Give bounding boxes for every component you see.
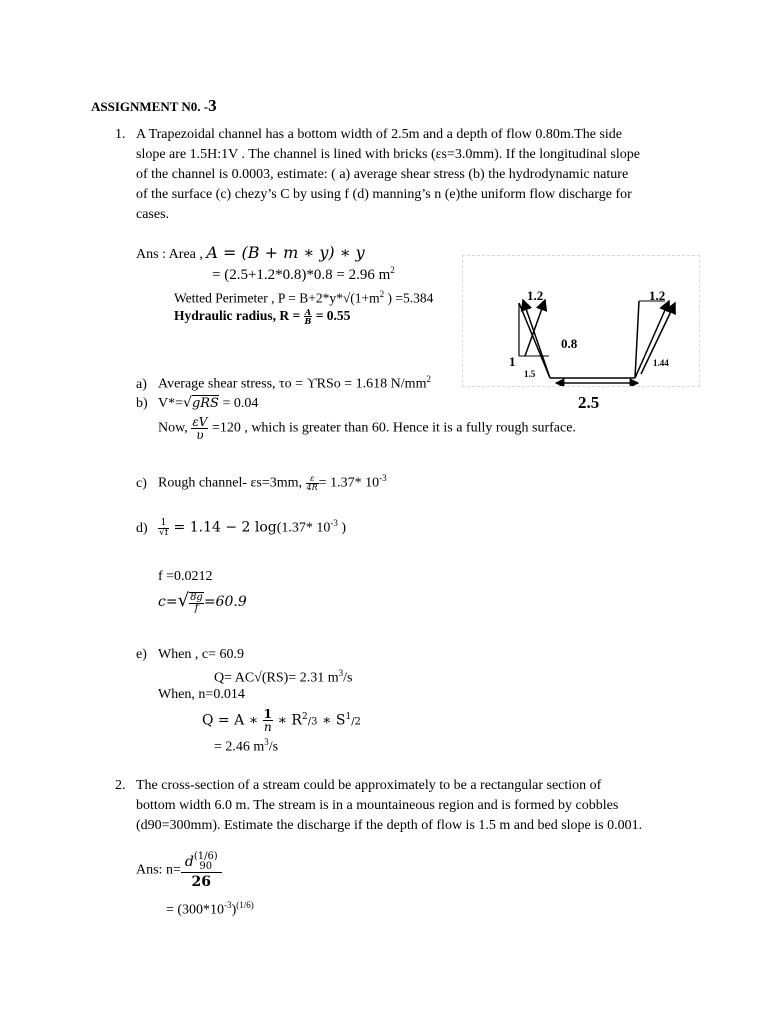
part-c-post: = 1.37* 10 <box>318 475 380 491</box>
q2-ans-label: Ans: n= <box>136 862 181 878</box>
assignment-title-text: ASSIGNMENT N0. - <box>91 99 209 114</box>
part-e-line4-exp1b: /3 <box>307 716 318 728</box>
area-unit-sup: 2 <box>390 265 395 275</box>
q2-ans-calc <box>166 900 254 919</box>
part-e-label: e) <box>136 647 147 662</box>
q2-ans-den: 26 <box>191 874 212 890</box>
q1-line-1: A Trapezoidal channel has a bottom width of 2.5m and a depth of flow 0.80m.The side <box>136 127 623 142</box>
now-num: εV <box>192 415 208 429</box>
q2-ans-num-scripts <box>194 852 218 872</box>
now-line <box>158 416 576 441</box>
part-e-line5-text: = 2.46 m <box>214 739 265 755</box>
label-left-top: 1.2 <box>527 288 544 303</box>
part-e-line2-text: Q= AC√(RS)= 2.31 m <box>214 670 339 686</box>
q2-ans-fraction <box>181 852 222 889</box>
q1-line-3: of the channel is 0.0003, estimate: ( a) average shear stress (b) the hydrodynamic nature <box>136 167 629 182</box>
part-d-eq: = 1.14 − 2 log <box>169 519 277 536</box>
part-e-line4 <box>202 708 361 733</box>
question-1-number: 1. <box>115 127 126 142</box>
q2-line-2: bottom width 6.0 m. The stream is in a mountaineous region and is formed by cobbles <box>136 798 619 813</box>
q2-ans-calc-text: = (300*10 <box>166 902 225 918</box>
now-label: Now, <box>158 420 188 436</box>
part-d-den: √f <box>159 527 169 538</box>
right-slope-line <box>635 301 639 378</box>
chezy-sqrt-symbol: √ <box>177 590 190 611</box>
part-e-line4-fraction <box>263 708 273 733</box>
part-e <box>136 647 244 663</box>
part-c-num: ε <box>306 475 319 484</box>
left-arrow-2 <box>525 300 545 356</box>
hydraulic-radius-value: = 0.55 <box>312 308 351 323</box>
question-2-text <box>136 776 696 836</box>
part-c-fraction <box>306 475 319 492</box>
now-den: υ <box>196 428 204 442</box>
part-a-sup: 2 <box>426 374 431 384</box>
part-e-line5 <box>214 737 278 756</box>
q2-answer <box>136 852 222 889</box>
now-fraction <box>191 416 208 441</box>
hr-den: B <box>304 316 312 327</box>
area-calc-text: = (2.5+1.2*0.8)*0.8 = 2.96 m <box>212 267 391 283</box>
q1-line-4: of the surface (c) chezy’s C by using f (d) manning’s n (e)the uniform flow discharge for <box>136 187 632 202</box>
part-c-label: c) <box>136 475 147 491</box>
ans-label: Ans : Area , <box>136 247 203 262</box>
area-calc <box>212 265 395 284</box>
part-e-line4-exp2: 1 <box>345 711 352 722</box>
part-e-line4-exp1: 2 <box>301 711 308 722</box>
part-a <box>136 374 431 393</box>
part-d-num: 1 <box>158 519 169 529</box>
q2-ans-calc-close: ) <box>231 902 237 918</box>
chezy-fraction <box>189 592 204 614</box>
chezy-c <box>158 590 247 614</box>
part-e-line4-num: 1 <box>263 707 272 721</box>
part-b-label: b) <box>136 396 148 411</box>
part-b-pre: V*= <box>158 396 184 411</box>
q2-ans-num-d: d <box>184 854 194 870</box>
q2-line-3: (d90=300mm). Estimate the discharge if the depth of flow is 1.5 m and bed slope is 0.001. <box>136 818 643 833</box>
q2-ans-calc-sup2: (1/6) <box>236 900 254 910</box>
part-d-sup: -3 <box>330 518 338 528</box>
part-c-sup: -3 <box>379 473 387 483</box>
chezy-den: f <box>194 602 199 614</box>
part-d-fraction <box>158 519 169 538</box>
q2-ans-calc-sup1: -3 <box>224 900 232 910</box>
question-2-number: 2. <box>115 778 126 793</box>
assignment-number: 3 <box>208 96 217 115</box>
q2-ans-num-sup: (1/6) <box>193 851 218 862</box>
label-bottom-width: 2.5 <box>578 393 600 412</box>
part-c-pre: Rough channel- εs=3mm, <box>158 475 303 491</box>
label-rise: 1 <box>509 354 516 369</box>
part-e-line4-den: n <box>263 720 272 734</box>
sqrt-symbol: √ <box>183 395 192 411</box>
part-e-line3: When, n=0.014 <box>158 687 245 702</box>
left-arrow-1 <box>523 300 550 378</box>
assignment-title <box>91 96 217 116</box>
wetted-perimeter-sup: 2 <box>379 289 385 299</box>
part-e-line4-exp2b: /2 <box>351 716 361 728</box>
part-b-sqrt: gRS <box>191 396 219 411</box>
part-d-label: d) <box>136 520 148 536</box>
q2-ans-num <box>181 852 222 873</box>
f-value <box>158 569 213 585</box>
part-c <box>136 473 387 492</box>
hydraulic-radius-label: Hydraulic radius, R = <box>174 308 301 323</box>
part-a-text: Average shear stress, τo = ϒRSo = 1.618 N/mm <box>158 376 427 392</box>
part-d <box>136 518 346 538</box>
label-slope-length: 1.44 <box>653 358 669 368</box>
part-b-post: = 0.04 <box>218 396 259 411</box>
q2-line-1: The cross-section of a stream could be approximately to be a rectangular section of <box>136 778 602 793</box>
label-depth: 0.8 <box>561 336 578 351</box>
wetted-perimeter-text: Wetted Perimeter , P = B+2*y*√(1+m <box>174 290 380 306</box>
wetted-perimeter-end: ) =5.384 <box>384 290 434 306</box>
question-1-text <box>136 125 696 225</box>
q1-line-5: cases. <box>136 207 170 222</box>
now-text: =120 , which is greater than 60. Hence it is a fully rough surface. <box>208 420 576 436</box>
wetted-perimeter <box>174 289 433 307</box>
label-run: 1.5 <box>524 369 536 379</box>
q2-ans-num-sub: 90 <box>199 861 213 872</box>
part-e-line5-sup: 3 <box>264 737 269 747</box>
hydraulic-radius <box>174 308 350 325</box>
label-right-top: 1.2 <box>649 288 666 303</box>
area-formula: A = (B + m ∗ y) ∗ y <box>206 243 365 262</box>
area-line <box>136 243 365 263</box>
part-d-close: ) <box>337 520 347 536</box>
part-e-line2-sup: 3 <box>338 668 344 678</box>
part-e-line5-end: /s <box>268 739 279 755</box>
chezy-num: 8g <box>190 591 203 603</box>
part-b <box>136 395 258 412</box>
part-d-tail: (1.37* 10 <box>276 520 331 536</box>
part-e-line1: When , c= 60.9 <box>158 647 245 662</box>
q1-line-2: slope are 1.5H:1V . The channel is lined with bricks (εs=3.0mm). If the longitudinal slope <box>136 147 640 162</box>
part-e-line2 <box>214 668 352 687</box>
channel-diagram <box>462 255 700 387</box>
chezy-c-pre: c= <box>158 594 178 610</box>
hr-num: A <box>304 307 312 318</box>
part-e-line4-post: ∗ R <box>277 712 302 729</box>
part-c-den: 4R <box>306 482 318 492</box>
part-a-label: a) <box>136 376 147 392</box>
chezy-post: =60.9 <box>203 594 247 610</box>
part-e-line4-pre: Q = A ∗ <box>202 712 259 729</box>
f-value-text: f =0.0212 <box>158 569 213 584</box>
part-e-line2-end: /s <box>343 670 353 686</box>
part-e-line4-mid: ∗ S <box>317 712 346 729</box>
